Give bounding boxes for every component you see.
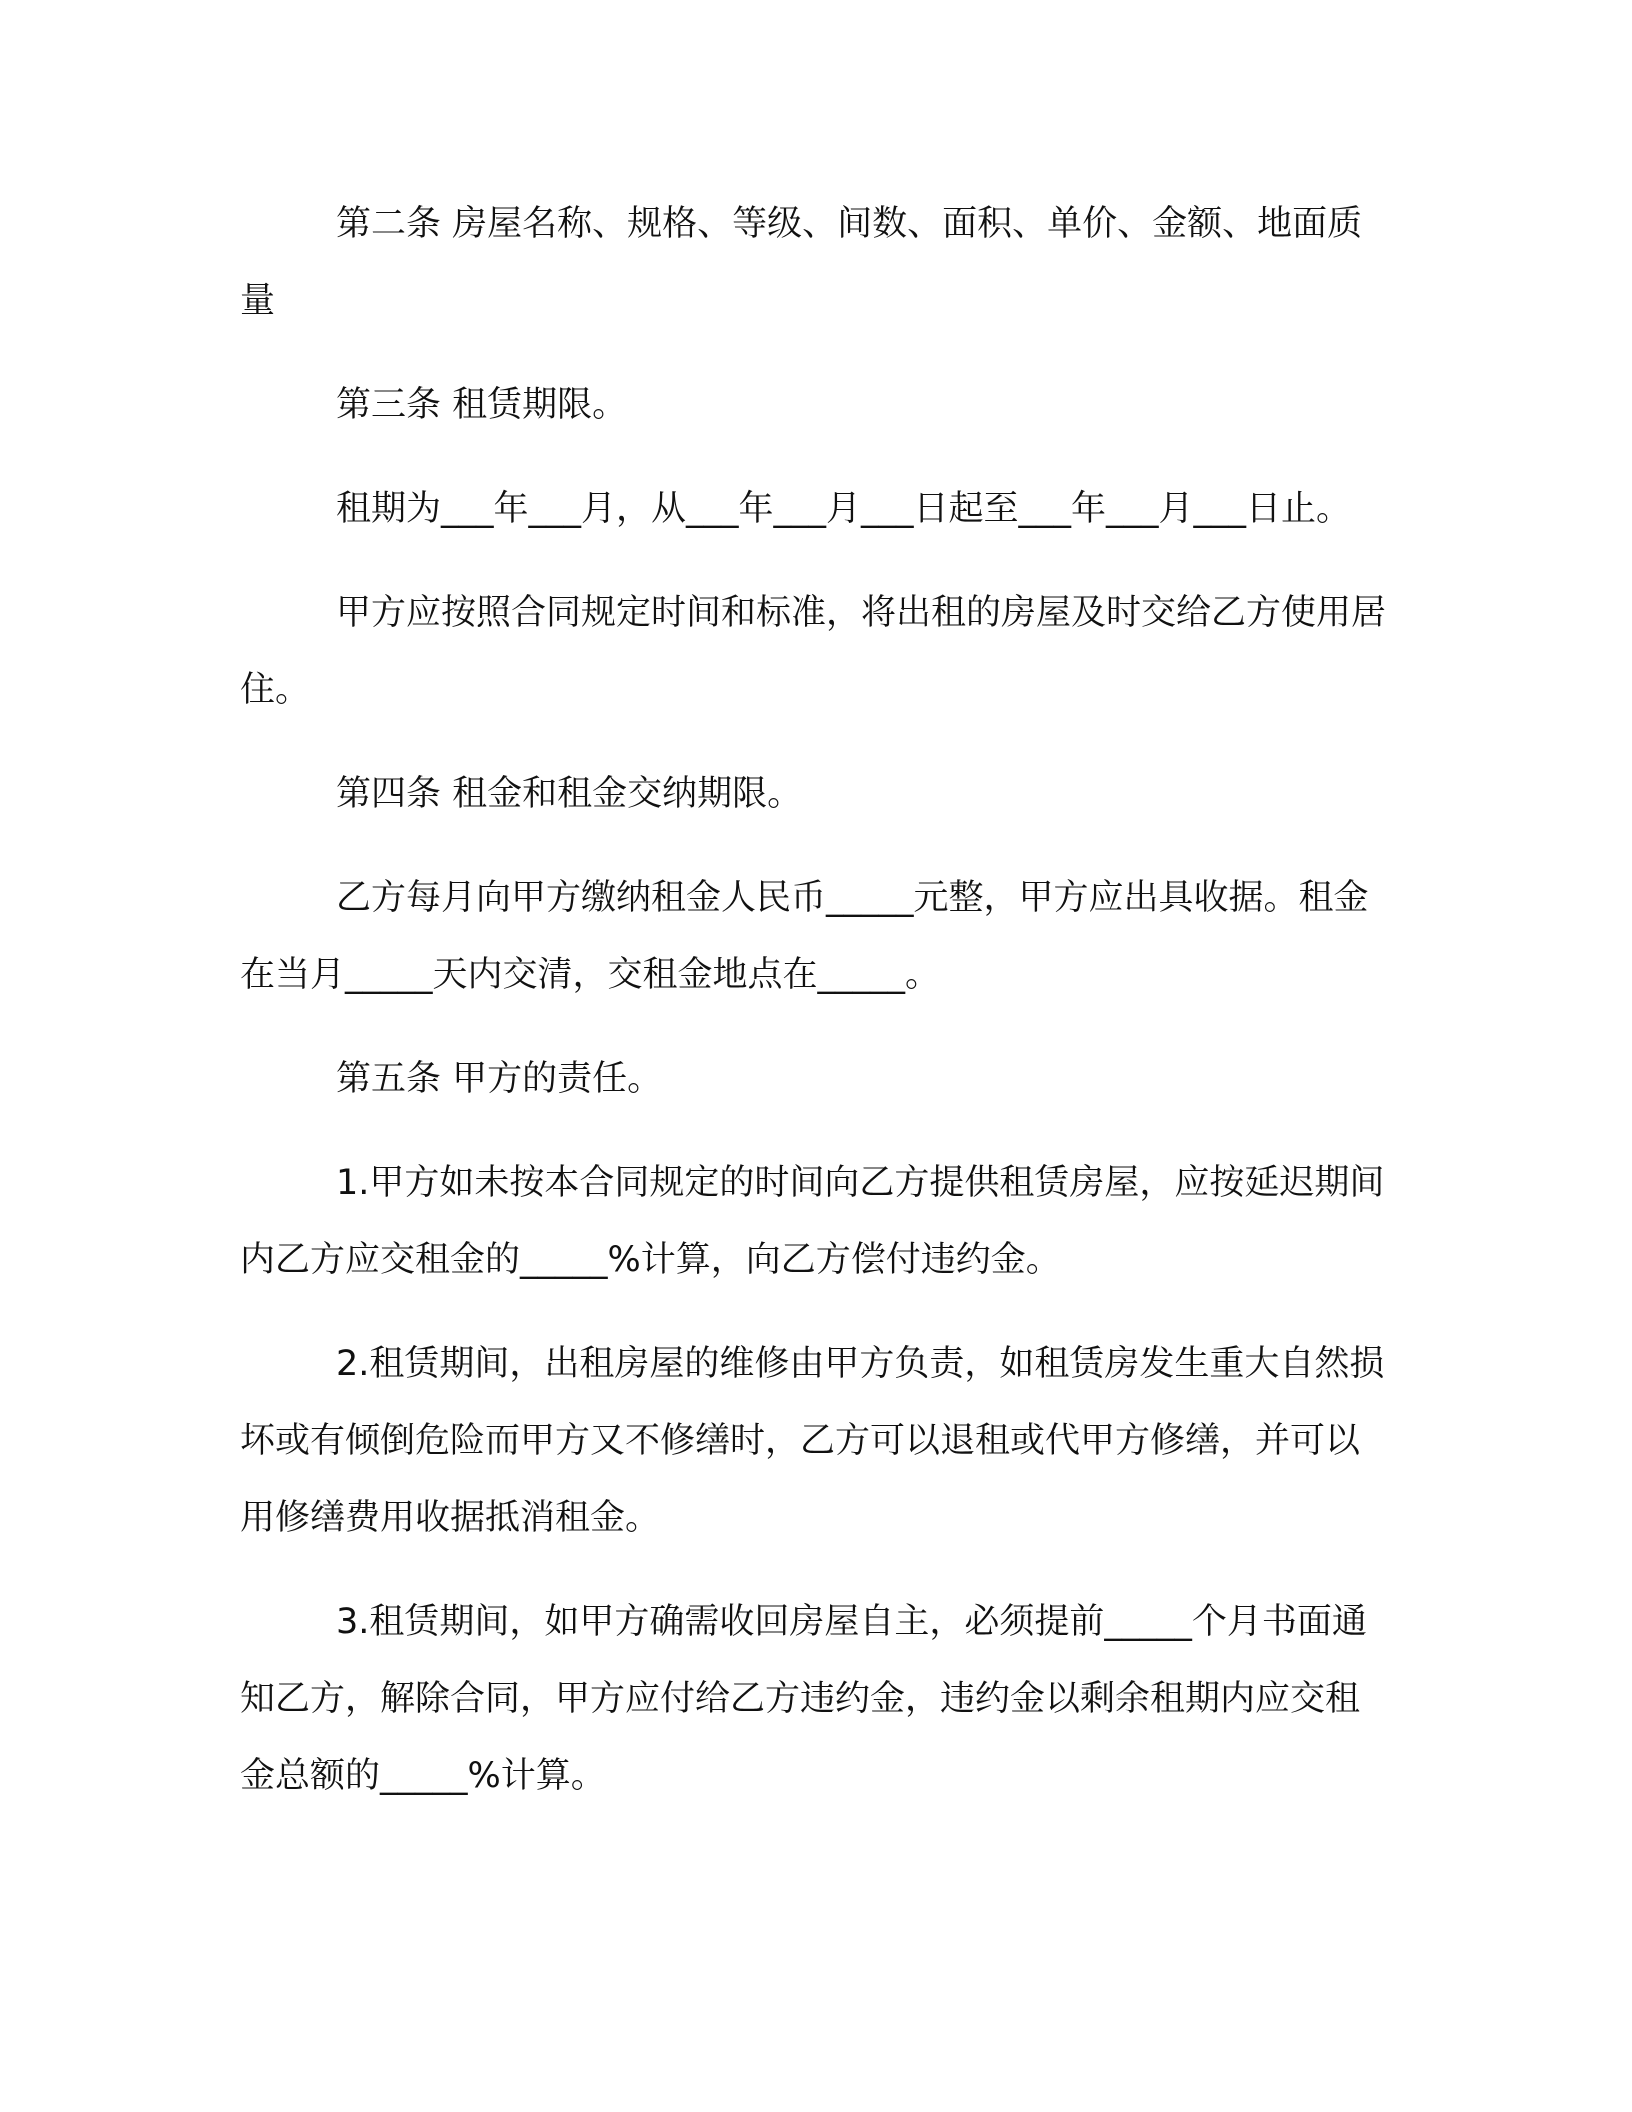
document-body bbox=[240, 186, 1390, 1842]
handover-paragraph: 甲方应按照合同规定时间和标准，将出租的房屋及时交给乙方使用居住。 bbox=[240, 593, 1387, 710]
landlord-duty-item-3: 3.租赁期间，如甲方确需收回房屋自主，必须提前_____个月书面通知乙方，解除合同，甲方应付给乙方违约金，违约金以剩余租期内应交租金总额的_____%计算。 bbox=[240, 1602, 1367, 1796]
rent-payment-paragraph: 乙方每月向甲方缴纳租金人民币_____元整，甲方应出具收据。租金在当月_____天内交清，交租金地点在_____。 bbox=[240, 878, 1369, 995]
clause-4-heading: 第四条 租金和租金交纳期限。 bbox=[336, 774, 803, 814]
clause-3-heading: 第三条 租赁期限。 bbox=[336, 385, 628, 425]
clause-5-heading: 第五条 甲方的责任。 bbox=[336, 1059, 663, 1099]
lease-term-paragraph: 租期为___年___月，从___年___月___日起至___年___月___日止。 bbox=[336, 489, 1352, 529]
landlord-duty-item-2: 2.租赁期间，出租房屋的维修由甲方负责，如租赁房发生重大自然损坏或有倾倒危险而甲方又不修缮时，乙方可以退租或代甲方修缮，并可以用修缮费用收据抵消租金。 bbox=[240, 1344, 1385, 1538]
clause-2-heading: 第二条 房屋名称、规格、等级、间数、面积、单价、金额、地面质量 bbox=[240, 204, 1363, 321]
landlord-duty-item-1: 1.甲方如未按本合同规定的时间向乙方提供租赁房屋，应按延迟期间内乙方应交租金的_____%计算，向乙方偿付违约金。 bbox=[240, 1163, 1385, 1280]
